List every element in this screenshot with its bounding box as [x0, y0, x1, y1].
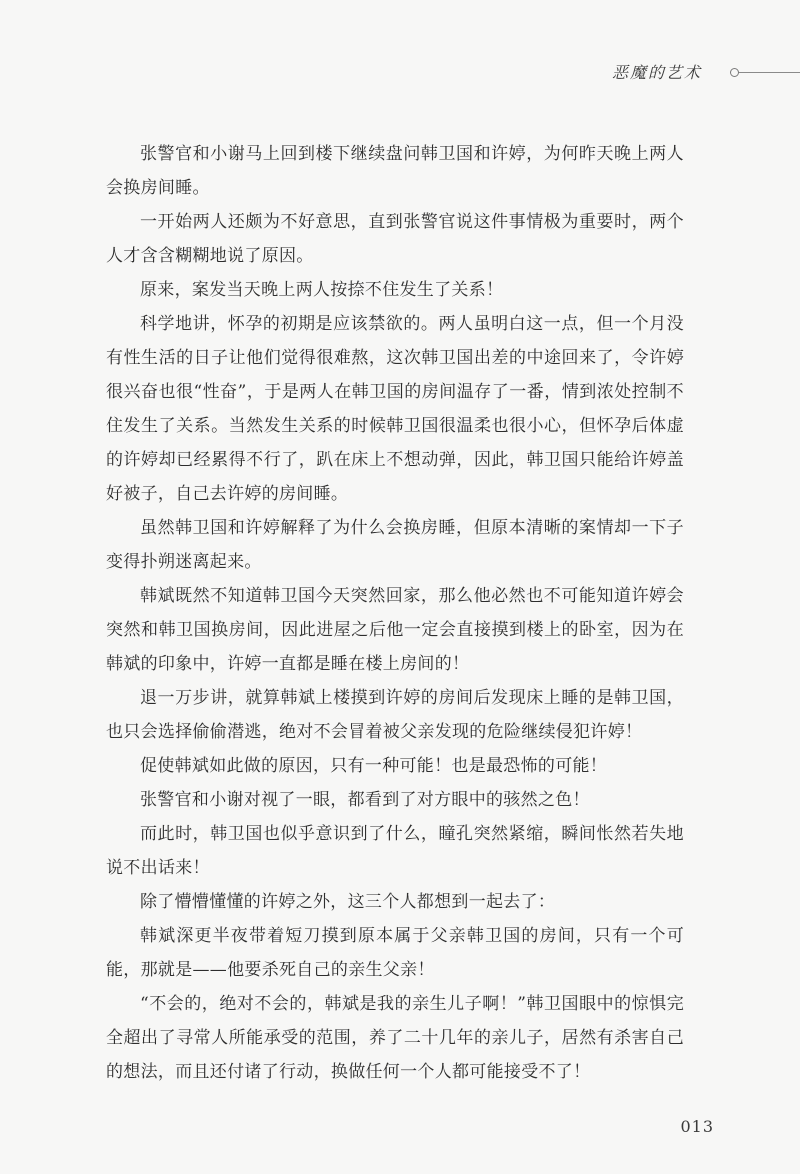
paragraph: 科学地讲，怀孕的初期是应该禁欲的。两人虽明白这一点，但一个月没有性生活的日子让他们觉得很难熬，这次韩卫国出差的中途回来了，令许婷很兴奋也很“性奋”，于是两人在韩卫国的房间温存了一番，情到浓处控制不住发生了关系。当然发生关系的时候韩卫国很温柔也很小心，但怀孕后体虚的许婷却已经累得不行了，趴在床上不想动弹，因此，韩卫国只能给许婷盖好被子，自己去许婷的房间睡。: [106, 314, 684, 504]
paragraph: 促使韩斌如此做的原因，只有一种可能！也是最恐怖的可能！: [140, 756, 608, 776]
header-ornament-dot: [730, 68, 739, 77]
paragraph: 张警官和小谢马上回到楼下继续盘问韩卫国和许婷，为何昨天晚上两人会换房间睡。: [106, 144, 684, 198]
paragraph: 一开始两人还颇为不好意思，直到张警官说这件事情极为重要时，两个人才含含糊糊地说了原因。: [106, 212, 684, 266]
running-header: [612, 60, 800, 86]
page-number: 013: [680, 1117, 714, 1136]
paragraph: 张警官和小谢对视了一眼，都看到了对方眼中的骇然之色！: [140, 790, 590, 810]
paragraph: 而此时，韩卫国也似乎意识到了什么，瞳孔突然紧缩，瞬间怅然若失地说不出话来！: [106, 824, 684, 878]
paragraph: 韩斌深更半夜带着短刀摸到原本属于父亲韩卫国的房间，只有一个可能，那就是——他要杀死自己的亲生父亲！: [106, 926, 684, 980]
paragraph: 除了懵懵懂懂的许婷之外，这三个人都想到一起去了：: [140, 892, 556, 912]
paragraph: 退一万步讲，就算韩斌上楼摸到许婷的房间后发现床上睡的是韩卫国，也只会选择偷偷潜逃，绝对不会冒着被父亲发现的危险继续侵犯许婷！: [106, 688, 684, 742]
paragraph: 原来，案发当天晚上两人按捺不住发生了关系！: [140, 280, 504, 300]
paragraph: “不会的，绝对不会的，韩斌是我的亲生儿子啊！”韩卫国眼中的惊惧完全超出了寻常人所能承受的范围，养了二十几年的亲儿子，居然有杀害自己的想法，而且还付诸了行动，换做任何一个人都可能接受不了！: [106, 994, 684, 1082]
body-text: [106, 137, 684, 1089]
paragraph: 虽然韩卫国和许婷解释了为什么会换房睡，但原本清晰的案情却一下子变得扑朔迷离起来。: [106, 518, 684, 572]
book-title: 恶魔的艺术: [612, 63, 703, 82]
paragraph: 韩斌既然不知道韩卫国今天突然回家，那么他必然也不可能知道许婷会突然和韩卫国换房间，因此进屋之后他一定会直接摸到楼上的卧室，因为在韩斌的印象中，许婷一直都是睡在楼上房间的！: [106, 586, 684, 674]
header-rule: [730, 72, 800, 73]
